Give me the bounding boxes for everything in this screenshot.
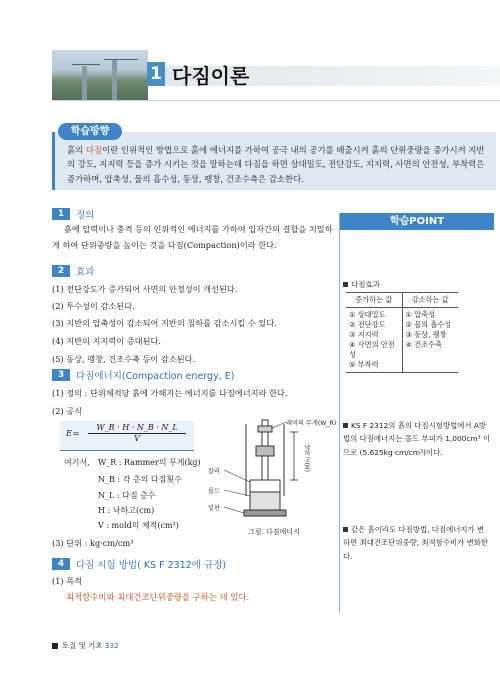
effect-table	[346, 292, 458, 373]
sidebar-note-ks-text: KS F 2312의 흙의 다짐시험방법에서 A방법의 다짐에너지는 몰드 부피가 1,000cm³ 이므로 (5.625kg·cm/cm³)이다.	[343, 421, 491, 457]
variable-volume: V : mold의 체적(cm³)	[98, 521, 179, 530]
bullet-icon	[343, 527, 348, 532]
decrease-list	[402, 308, 458, 373]
increase-item: ⑤ 부착력	[349, 360, 379, 369]
effect-item-5: (5) 동상, 팽창, 건조수축 등이 감소된다.	[52, 354, 196, 364]
decrease-item: ④ 건조수축	[405, 340, 443, 349]
formula-label: (2) 공식	[52, 406, 83, 416]
increase-item: ① 상대밀도	[349, 310, 386, 319]
increase-item: ③ 지지력	[349, 330, 379, 339]
variables-intro: 여기서,	[64, 458, 90, 467]
effect-item-3: (3) 지반의 압축성이 감소되어 지반의 침하를 감소시킬 수 있다.	[52, 318, 277, 328]
section-1-text: 흙에 압력이나 충격 등의 인위적인 에너지를 가하여 입자간의 결합을 치밀하게 하여 단위중량을 높이는 것을 다짐(Compaction)이라 한다.	[52, 224, 333, 250]
variable-height: H : 낙하고(cm)	[98, 506, 155, 515]
formula-box	[60, 421, 194, 451]
section-2-heading	[52, 264, 94, 278]
label-base-plate: 밑판	[208, 505, 220, 512]
variable-rammer: W_R : Rammer의 무게(kg)	[98, 458, 201, 467]
page-number: 332	[104, 641, 119, 650]
learning-direction-text-before: 흙의	[67, 145, 86, 155]
compaction-diagram	[206, 418, 336, 528]
footer-label: 토질 및 기초	[62, 641, 103, 650]
section-4-number: 4	[52, 558, 70, 570]
sidebar-note-ks	[343, 419, 491, 459]
variable-layers: N_L : 다짐 층수	[98, 491, 156, 500]
section-3-title: 다짐에너지(Compaction energy, E)	[76, 371, 235, 382]
variable-blows: N_B : 각 층의 다짐횟수	[98, 475, 182, 484]
learning-direction-text: 이란 인위적인 방법으로 흙에 에너지를 가하여 공극 내의 공기를 배출시켜 흙의 단위중량을 증가시켜 지반의 강도, 지지력 등을 증가 시키는 것을 말하는데 다짐을 하면 상대밀도, 전단강도, 지지력, 사면의 안전성, 부착력은 증가하며, 압축성, 물의 흡수성, 동상, 팽창, 건조수축은 감소한다.	[67, 145, 485, 184]
formula-lhs: E=	[66, 429, 80, 439]
chapter-number: 1	[147, 62, 165, 86]
energy-definition: (1) 정의 : 단위체적당 흙에 가해지는 에너지를 다짐에너지라 한다.	[52, 388, 288, 398]
label-drop-height: 낙하고(H)	[303, 444, 310, 473]
objective-text: 최적함수비와 최대건조단위중량을 구하는 데 있다.	[66, 592, 250, 602]
learning-direction-highlight: 다짐	[85, 145, 103, 155]
label-mold: 몰드	[208, 488, 220, 495]
table-header-increase: 증가하는 값	[346, 293, 402, 308]
sidebar-note-method	[343, 523, 491, 563]
learning-direction-tab: 학습방향	[58, 123, 122, 140]
bullet-icon	[343, 423, 348, 428]
sidebar-note-method-text: 같은 흙이라도 다짐방법, 다짐에너지가 변하면 최대건조단위중량, 최적함수비가 변화한다.	[343, 525, 489, 561]
formula-denominator: V	[134, 434, 140, 443]
header-divider	[52, 100, 500, 101]
effect-item-1: (1) 전단강도가 증가되어 사면의 안정성이 개선된다.	[52, 284, 238, 294]
effect-title: 다짐효과	[343, 279, 380, 290]
learning-point-header: 학습POINT	[340, 213, 494, 230]
section-4-heading	[52, 557, 226, 571]
header-photo	[52, 50, 148, 100]
decrease-item: ② 물의 흡수성	[405, 320, 452, 329]
section-2-number: 2	[52, 265, 70, 277]
learning-direction-box	[52, 132, 496, 190]
label-collar: 칼라	[208, 468, 220, 475]
section-3-number: 3	[52, 369, 70, 381]
decrease-item: ① 압축성	[405, 310, 436, 319]
increase-item: ④ 사면의 안전성	[349, 340, 395, 359]
formula-fraction	[88, 423, 186, 443]
section-4-title: 다짐 시험 방법( KS F 2312에 규정)	[76, 560, 227, 571]
section-2-title: 효과	[76, 267, 95, 278]
section-3-heading	[52, 368, 234, 382]
formula-numerator: W_R · H · N_B · N_L	[88, 423, 186, 434]
increase-item: ② 전단강도	[349, 320, 386, 329]
table-header-decrease: 감소하는 값	[402, 293, 458, 308]
section-1-title: 정의	[76, 210, 95, 221]
effect-item-4: (4) 지반의 지지력이 증대된다.	[52, 336, 162, 346]
label-rammer-weight: 래머의 무게(W_R)	[286, 420, 337, 427]
decrease-item: ③ 동상, 팽창	[405, 330, 447, 339]
increase-list	[346, 308, 402, 373]
energy-unit: (3) 단위 : kg·cm/cm³	[52, 538, 134, 548]
compaction-energy-figure	[206, 418, 336, 528]
footer-square-icon	[52, 643, 58, 649]
objective-label: (1) 목적	[52, 576, 83, 586]
chapter-title: 다짐이론	[172, 64, 250, 88]
figure-caption: 그림. 다짐에너지	[248, 528, 300, 536]
section-1-number: 1	[52, 208, 70, 220]
section-1-heading	[52, 207, 94, 221]
sidebar-divider	[339, 213, 340, 613]
page-footer	[52, 640, 119, 651]
chapter-header	[0, 0, 500, 118]
effect-item-2: (2) 투수성이 감소된다.	[52, 301, 135, 311]
